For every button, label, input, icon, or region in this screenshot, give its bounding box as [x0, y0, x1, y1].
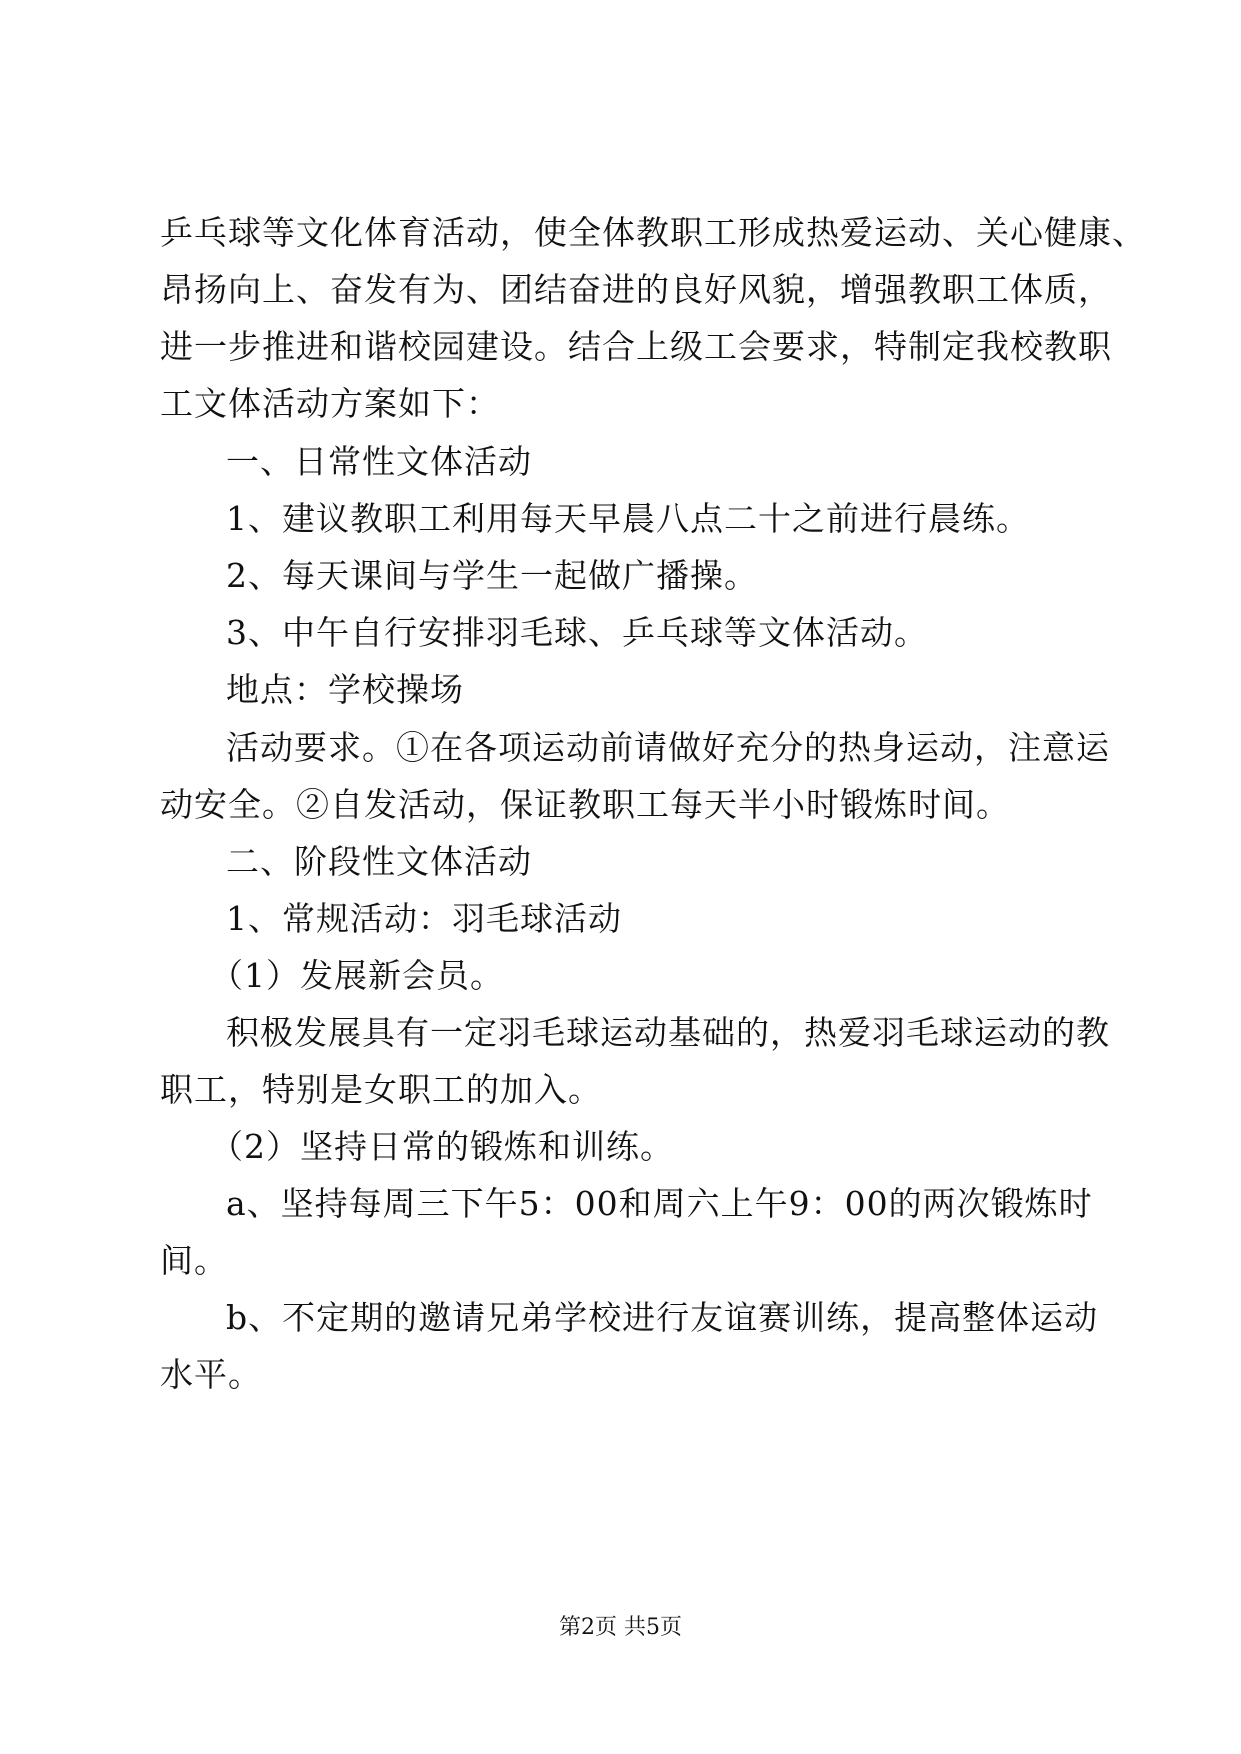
paragraph-line: 职工，特别是女职工的加入。: [160, 1070, 602, 1109]
location-line: 地点：学校操场: [226, 670, 464, 709]
paragraph-line: 昂扬向上、奋发有为、团结奋进的良好风貌，增强教职工体质，: [160, 270, 1112, 309]
sub-item-heading: （1）发展新会员。: [210, 956, 504, 995]
section-heading: 二、阶段性文体活动: [226, 842, 532, 881]
paragraph-line: 进一步推进和谐校园建设。结合上级工会要求，特制定我校教职: [160, 327, 1112, 366]
subsection-heading: 1、常规活动：羽毛球活动: [226, 899, 622, 938]
page-number-footer: 第2页 共5页: [559, 1615, 682, 1640]
paragraph-line: 动安全。②自发活动，保证教职工每天半小时锻炼时间。: [160, 785, 1010, 824]
section-heading: 一、日常性文体活动: [226, 442, 532, 481]
list-item: 2、每天课间与学生一起做广播操。: [226, 556, 758, 595]
sub-item-heading: （2）坚持日常的锻炼和训练。: [210, 1127, 674, 1166]
paragraph-line: a、坚持每周三下午5：00和周六上午9：00的两次锻炼时: [226, 1184, 1093, 1223]
list-item: 1、建议教职工利用每天早晨八点二十之前进行晨练。: [226, 499, 1030, 538]
list-item: 3、中午自行安排羽毛球、乒乓球等文体活动。: [226, 613, 928, 652]
paragraph-line: b、不定期的邀请兄弟学校进行友谊赛训练，提高整体运动: [226, 1298, 1099, 1337]
paragraph-line: 间。: [160, 1241, 228, 1280]
paragraph-line: 活动要求。①在各项运动前请做好充分的热身运动，注意运: [226, 728, 1110, 767]
paragraph-line: 乒乓球等文化体育活动，使全体教职工形成热爱运动、关心健康、: [160, 213, 1146, 252]
paragraph-line: 积极发展具有一定羽毛球运动基础的，热爱羽毛球运动的教: [226, 1013, 1110, 1052]
paragraph-line: 水平。: [160, 1355, 262, 1394]
paragraph-line: 工文体活动方案如下：: [160, 384, 500, 423]
